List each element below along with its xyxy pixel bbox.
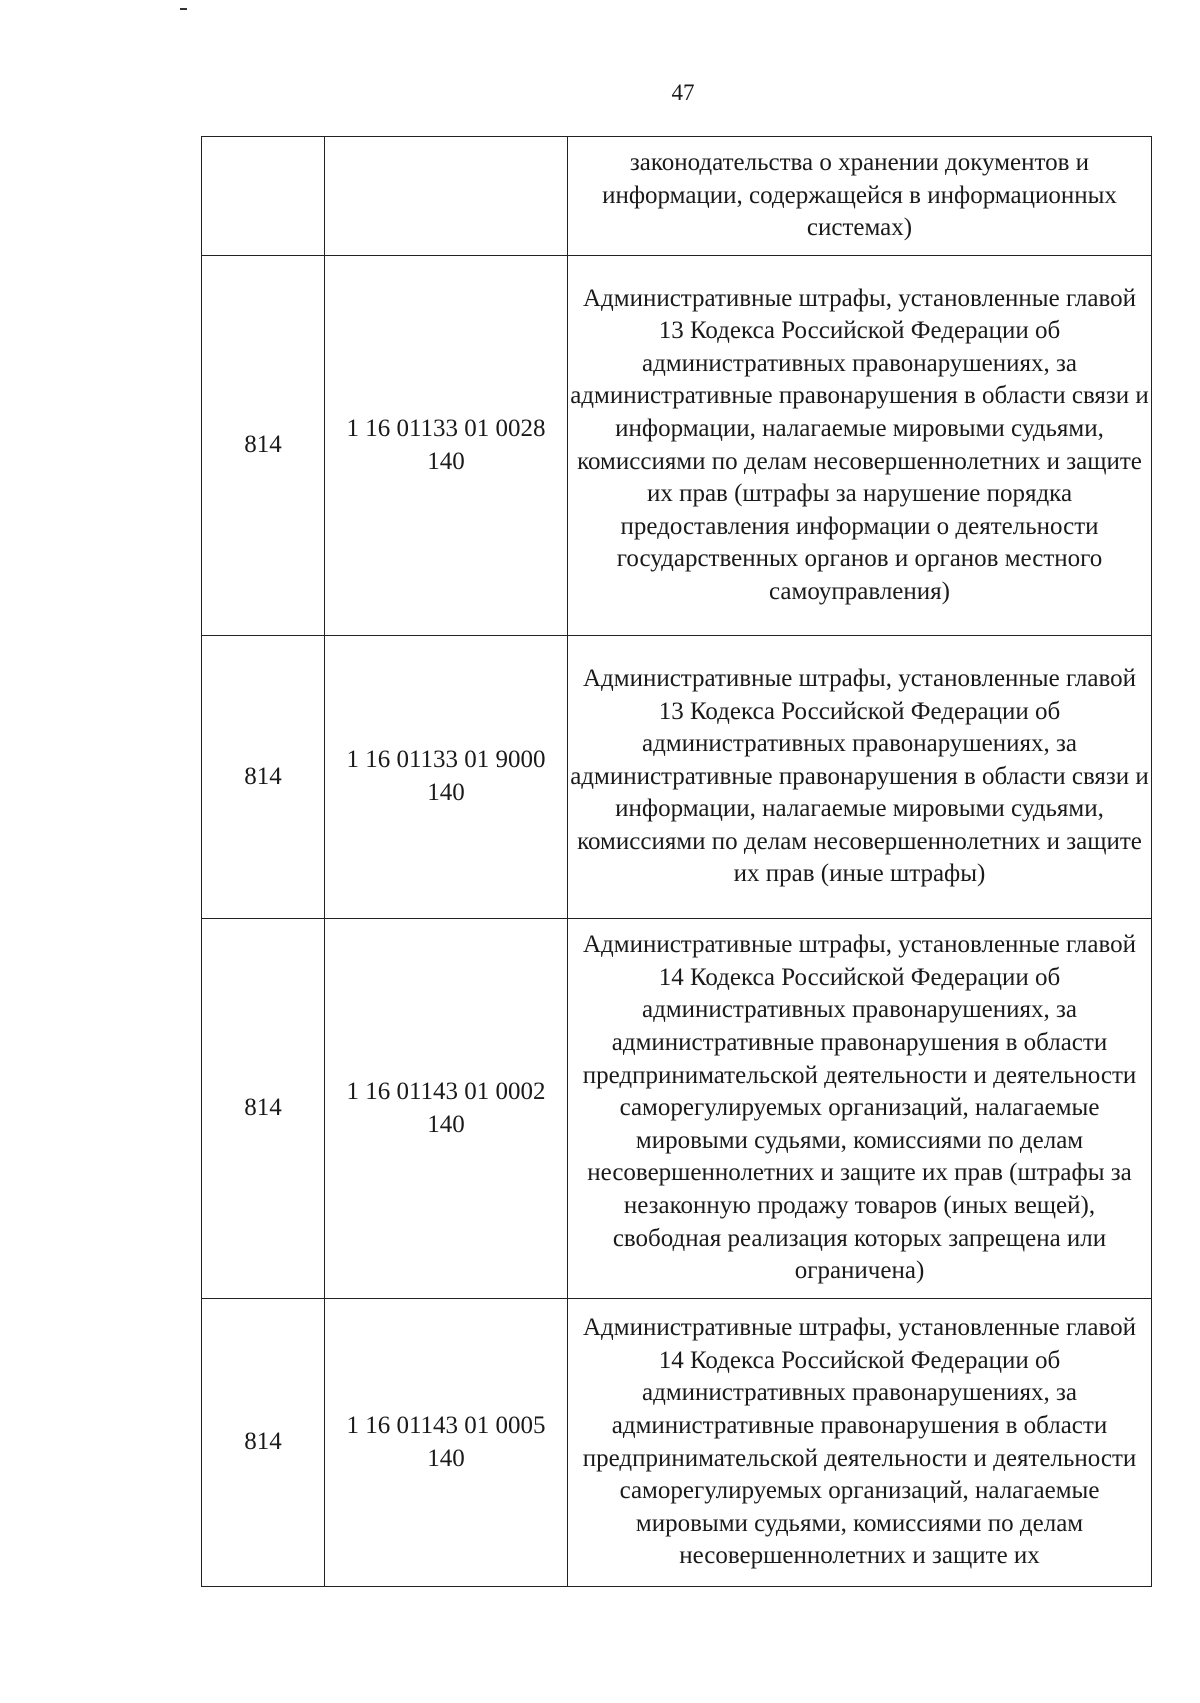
kbk-code-cell — [325, 256, 568, 636]
admin-code-cell — [202, 137, 325, 256]
description-cell: Административные штрафы, установленные главой 14 Кодекса Российской Федерации об административных правонарушениях, за административные правонарушения в области предпринимательской деятельности и деятельности саморегулируемых организаций, налагаемые мировыми судьями, комиссиями по делам несовершеннолетних и защите их — [568, 1299, 1152, 1587]
kbk-code-line2: 140 — [427, 779, 465, 806]
table-row — [202, 137, 1152, 256]
kbk-code-line1: 1 16 01133 01 0028 — [346, 414, 546, 442]
kbk-code-line1: 1 16 01143 01 0002 — [346, 1077, 546, 1105]
description-cell: законодательства о хранении документов и информации, содержащейся в информационных системах) — [568, 137, 1152, 256]
kbk-code-cell — [325, 919, 568, 1299]
page-number: 47 — [671, 80, 695, 105]
kbk-code-cell — [325, 636, 568, 919]
table-row — [202, 636, 1152, 919]
admin-code-cell: 814 — [202, 636, 325, 919]
kbk-code-line2: 140 — [427, 1110, 465, 1138]
kbk-code-line2: 140 — [427, 447, 465, 475]
kbk-code-line1: 1 16 01143 01 0005 — [346, 1411, 546, 1439]
kbk-code-line1: 1 16 01133 01 9000 — [346, 746, 546, 774]
table-row — [202, 919, 1152, 1299]
kbk-code-cell — [325, 137, 568, 256]
description-cell: Административные штрафы, установленные главой 13 Кодекса Российской Федерации об административных правонарушениях, за административные правонарушения в области связи и информации, налагаемые мировыми судьями, комиссиями по делам несовершеннолетних и защите их прав (иные штрафы) — [568, 636, 1152, 919]
description-cell: Административные штрафы, установленные главой 13 Кодекса Российской Федерации об административных правонарушениях, за административные правонарушения в области связи и информации, налагаемые мировыми судьями, комиссиями по делам несовершеннолетних и защите их прав (штрафы за нарушение порядка предоставления информации о деятельности государственных органов и органов местного самоуправления) — [568, 256, 1152, 636]
admin-code-cell: 814 — [202, 919, 325, 1299]
table-row — [202, 1299, 1152, 1587]
admin-code-cell: 814 — [202, 256, 325, 636]
table-row — [202, 256, 1152, 636]
kbk-code-cell — [325, 1299, 568, 1587]
description-cell: Административные штрафы, установленные главой 14 Кодекса Российской Федерации об административных правонарушениях, за административные правонарушения в области предпринимательской деятельности и деятельности саморегулируемых организаций, налагаемые мировыми судьями, комиссиями по делам несовершеннолетних и защите их прав (штрафы за незаконную продажу товаров (иных вещей), свободная реализация которых запрещена или ограничена) — [568, 919, 1152, 1299]
admin-code-cell: 814 — [202, 1299, 325, 1587]
kbk-code-line2: 140 — [427, 1444, 465, 1472]
scan-corner-mark — [180, 8, 187, 10]
revenue-codes-table — [201, 136, 1152, 1587]
